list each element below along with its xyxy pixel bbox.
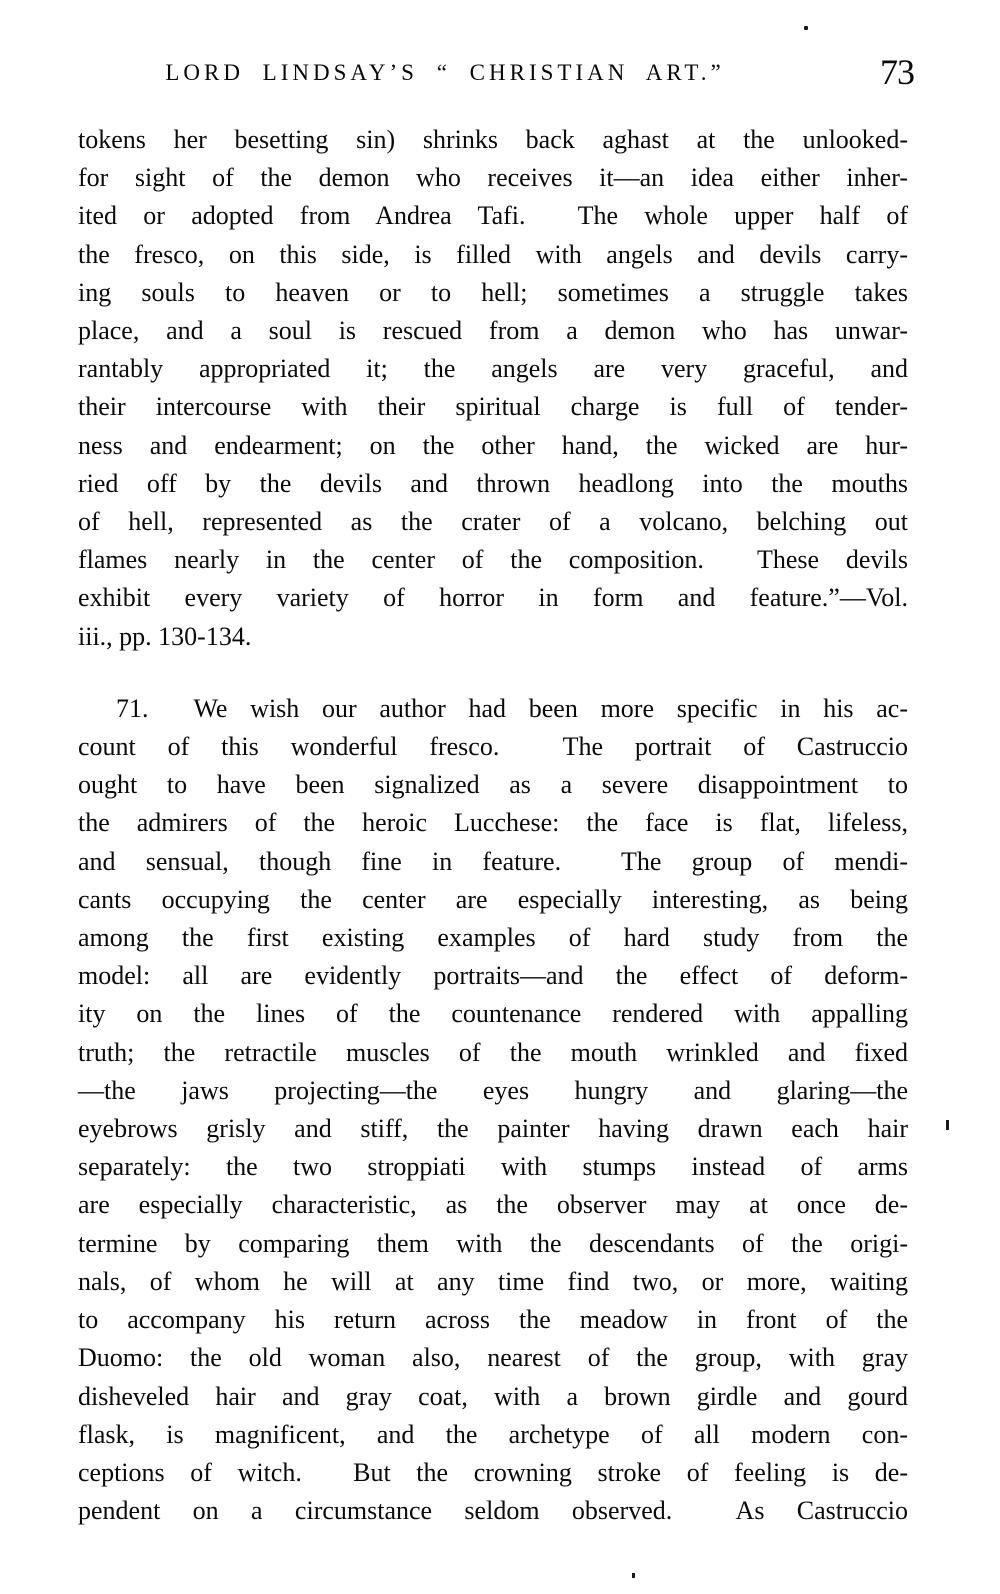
text-line: their intercourse with their spiritual charge is full of tender-	[78, 392, 908, 422]
text-line: tokens her besetting sin) shrinks back aghast at the unlooked-	[78, 125, 908, 154]
text-line: ity on the lines of the countenance rendered with appalling	[78, 999, 908, 1029]
text-line: ried off by the devils and thrown headlong into the mouths	[78, 468, 908, 498]
text-line: ought to have been signalized as a severe disappointment to	[78, 770, 908, 800]
text-line: eyebrows grisly and stiff, the painter having drawn each hair	[78, 1114, 908, 1144]
text-line: to accompany his return across the meadow in front of the	[78, 1305, 908, 1335]
text-line: 71. We wish our author had been more specific in his ac-	[116, 693, 908, 723]
page-body	[78, 121, 908, 1530]
text-line: ited or adopted from Andrea Tafi. The whole upper half of	[78, 201, 908, 231]
text-line: separately: the two stroppiati with stumps instead of arms	[78, 1152, 908, 1182]
text-line: rantably appropriated it; the angels are very graceful, and	[78, 354, 908, 384]
scan-speck	[946, 1120, 949, 1130]
text-line: for sight of the demon who receives it—an idea either inher-	[78, 163, 908, 193]
text-line: the fresco, on this side, is filled with angels and devils carry-	[78, 239, 908, 269]
paragraph	[78, 121, 908, 656]
text-line: Duomo: the old woman also, nearest of the group, with gray	[78, 1343, 908, 1373]
text-line: ness and endearment; on the other hand, the wicked are hur-	[78, 430, 908, 460]
text-line: place, and a soul is rescued from a demon who has unwar-	[78, 316, 908, 346]
text-line: ceptions of witch. But the crowning stroke of feeling is de-	[78, 1457, 908, 1487]
text-line: among the first existing examples of hard study from the	[78, 923, 908, 953]
text-line: nals, of whom he will at any time find two, or more, waiting	[78, 1266, 908, 1296]
text-line: are especially characteristic, as the observer may at once de-	[78, 1190, 908, 1220]
text-line: termine by comparing them with the descendants of the origi-	[78, 1228, 908, 1258]
text-line: —the jaws projecting—the eyes hungry and glaring—the	[78, 1075, 908, 1105]
text-line: the admirers of the heroic Lucchese: the face is flat, lifeless,	[78, 808, 908, 838]
text-line: flames nearly in the center of the composition. These devils	[78, 545, 908, 575]
text-line: flask, is magnificent, and the archetype of all modern con-	[78, 1419, 908, 1449]
text-line: count of this wonderful fresco. The portrait of Castruccio	[78, 732, 908, 762]
text-line: iii., pp. 130-134.	[78, 621, 252, 651]
page-number: 73	[880, 52, 914, 92]
scan-speck	[632, 1573, 635, 1578]
running-head: LORD LINDSAY’S “ CHRISTIAN ART.”	[165, 60, 725, 85]
text-line: ing souls to heaven or to hell; sometimes a struggle takes	[78, 277, 908, 307]
text-line: model: all are evidently portraits—and the effect of deform-	[78, 961, 908, 991]
text-line: and sensual, though fine in feature. The group of mendi-	[78, 846, 908, 876]
text-line: truth; the retractile muscles of the mouth wrinkled and fixed	[78, 1037, 908, 1067]
paragraph	[78, 690, 908, 1530]
text-line: cants occupying the center are especially interesting, as being	[78, 884, 908, 914]
text-line: of hell, represented as the crater of a volcano, belching out	[78, 507, 908, 537]
text-line: exhibit every variety of horror in form and feature.”—Vol.	[78, 583, 908, 613]
scan-speck	[804, 26, 808, 30]
text-line: pendent on a circumstance seldom observed. As Castruccio	[78, 1496, 908, 1526]
text-line: disheveled hair and gray coat, with a brown girdle and gourd	[78, 1381, 908, 1411]
